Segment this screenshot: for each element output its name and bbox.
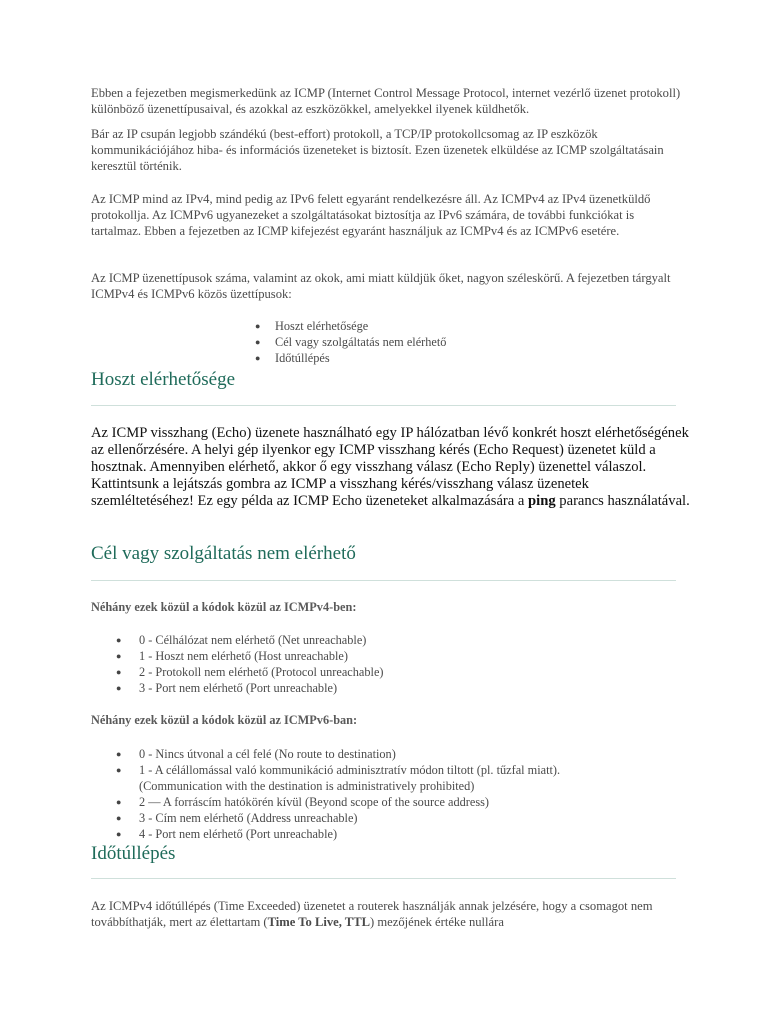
icmpv6-codes-list (116, 746, 619, 842)
toc-item: ● Hoszt elérhetősége (255, 319, 369, 333)
list-item: ● 1 - A célállomással való kommunikáció adminisztratív módon tiltott (pl. tűzfal miatt). (Communication with the destination is administratively prohibited) (116, 763, 561, 793)
bullet-icon: ● (116, 683, 122, 693)
bullet-icon: ● (255, 321, 261, 331)
bullet-icon: ● (116, 813, 122, 823)
bullet-icon: ● (116, 765, 122, 775)
list-item: ● 4 - Port nem elérhető (Port unreachable) (116, 827, 338, 841)
list-item: ● 0 - Nincs útvonal a cél felé (No route to destination) (116, 747, 396, 761)
bullet-icon: ● (255, 353, 261, 363)
intro-paragraph-4: Az ICMP üzenettípusok száma, valamint az okok, ami miatt küldjük őket, nagyon széleskörű. A fejezetben tárgyalt ICMPv4 és ICMPv6 közös üzettípusok: (91, 271, 671, 301)
toc-item: ● Cél vagy szolgáltatás nem elérhető (255, 335, 447, 349)
intro-paragraph-1: Ebben a fejezetben megismerkedünk az ICMP (Internet Control Message Protocol, internet vezérlő üzenet protokoll) különböző üzenettípusaival, és azokkal az eszközökkel, amelyekkel ilyenek küldhetők. (91, 86, 681, 116)
intro-paragraph-3: Az ICMP mind az IPv4, mind pedig az IPv6 felett egyaránt rendelkezésre áll. Az ICMPv4 az IPv4 üzenetküldő protokollja. Az ICMPv6 ugyanezeket a szolgáltatásokat biztosítja az IPv6 számára, de további funkciókat is tartalmaz. Ebben a fejezetben az ICMP kifejezést egyaránt használjuk az ICMPv4 és az ICMPv6 esetére. (91, 192, 651, 238)
section1-paragraph: Az ICMP visszhang (Echo) üzenete használható egy IP hálózatban lévő konkrét hoszt elérhetőségének az ellenőrzésére. A helyi gép ilyenkor egy ICMP visszhang kérés (Echo Request) üzenetet küld a hosztnak. Amennyiben elérhető, akkor ő egy visszhang válasz (Echo Reply) üzenettel válaszol. Kattintsunk a lejátszás gombra az ICMP a visszhang kérés/visszhang válasz üzenetek szemléltetéséhez! Ez egy példa az ICMP Echo üzeneteket alkalmazására a ping parancs használatával. (91, 425, 690, 509)
bullet-icon: ● (116, 667, 122, 677)
bullet-icon: ● (116, 651, 122, 661)
intro-paragraph-2: Bár az IP csupán legjobb szándékú (best-effort) protokoll, a TCP/IP protokollcsomag az IP eszközök kommunikációjához hiba- és információs üzeneteket is biztosít. Ezen üzenetek elküldése az ICMP szolgáltatásain keresztül történik. (91, 127, 664, 173)
ping-keyword: ping (528, 493, 556, 509)
ttl-keyword: Time To Live, TTL (267, 915, 371, 929)
list-item: ● 3 - Port nem elérhető (Port unreachable) (116, 681, 338, 695)
toc-item: ● Időtúllépés (255, 351, 330, 365)
list-item: ● 1 - Hoszt nem elérhető (Host unreachable) (116, 649, 348, 663)
section-divider (91, 878, 676, 879)
section-heading-host-reachability: Hoszt elérhetősége (91, 369, 236, 390)
icmpv4-codes-subheading: Néhány ezek közül a kódok közül az ICMPv4-ben: (91, 600, 357, 614)
bullet-icon: ● (116, 749, 122, 759)
section3-paragraph: Az ICMPv4 időtúllépés (Time Exceeded) üzenetet a routerek használják annak jelzésére, hogy a csomagot nem továbbíthatják, mert az élettartam (Time To Live, TTL) mezőjének értéke nullára (91, 899, 653, 929)
toc-list (255, 318, 695, 366)
section-heading-time-exceeded: Időtúllépés (91, 843, 176, 864)
bullet-icon: ● (116, 635, 122, 645)
bullet-icon: ● (116, 797, 122, 807)
list-item: ● 2 — A forráscím hatókörén kívül (Beyond scope of the source address) (116, 795, 490, 809)
list-item: ● 0 - Célhálózat nem elérhető (Net unreachable) (116, 633, 367, 647)
section-divider (91, 580, 676, 581)
bullet-icon: ● (116, 829, 122, 839)
section-heading-destination-unreachable: Cél vagy szolgáltatás nem elérhető (91, 543, 356, 564)
section-divider (91, 405, 676, 406)
list-item: ● 3 - Cím nem elérhető (Address unreachable) (116, 811, 358, 825)
icmpv6-codes-subheading: Néhány ezek közül a kódok közül az ICMPv6-ban: (91, 713, 358, 727)
bullet-icon: ● (255, 337, 261, 347)
list-item: ● 2 - Protokoll nem elérhető (Protocol unreachable) (116, 665, 384, 679)
icmpv4-codes-list (116, 632, 659, 696)
